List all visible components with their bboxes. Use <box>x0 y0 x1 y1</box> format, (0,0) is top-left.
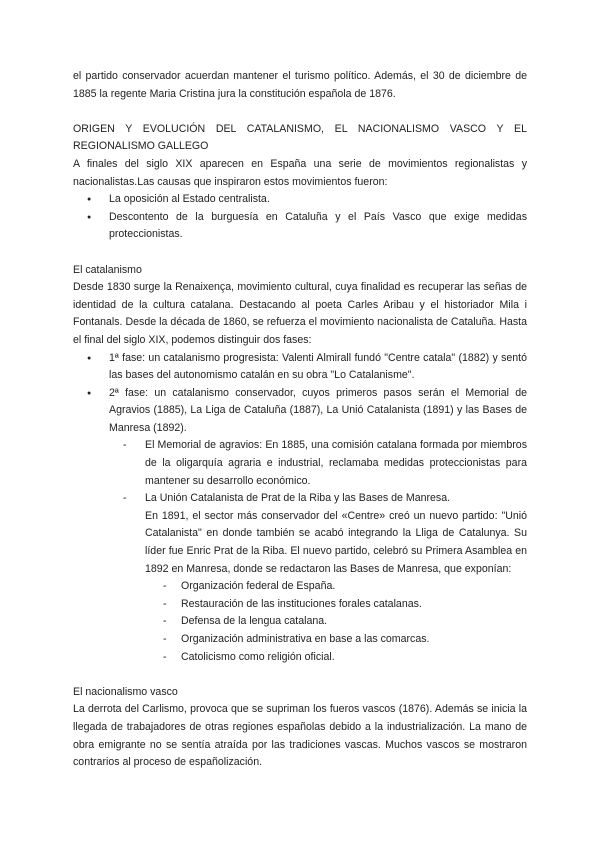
vasco-heading: El nacionalismo vasco <box>73 685 178 698</box>
catalanismo-heading: El catalanismo <box>73 263 142 276</box>
phases-list <box>73 350 527 438</box>
vasco-text: La derrota del Carlismo, provoca que se supriman los fueros vascos (1876). Además se inicia la llegada de trabajadores de otras regiones españolas debido a la industrialización. La mano de obra emigrante no se sentía atraída por las tradiciones vascas. Muchos vascos se mostraron contrarios al proceso de españolización. <box>73 703 527 769</box>
phase-item <box>73 385 527 438</box>
phase-text: 2ª fase: un catalanismo conservador, cuyos primeros pasos serán el Memorial de Agravios (1885), La Liga de Cataluña (1887), La Unió Catalanista (1891) y las Bases de Manresa (1892). <box>109 386 527 434</box>
causes-list <box>73 191 527 244</box>
document-page <box>73 68 527 772</box>
memorial-item: - El Memorial de agravios: En 1885, una comisión catalana formada por miembros de la oligarquía agraria e industrial, reclamaba medidas proteccionistas para mantener su desarrollo económico. <box>109 437 527 490</box>
bases-list <box>145 578 527 666</box>
base-item: - Restauración de las instituciones forales catalanas. <box>145 596 527 614</box>
catalanismo-intro: Desde 1830 surge la Renaixença, movimiento cultural, cuya finalidad es recuperar las señas de identidad de la cultura catalana. Destacando al poeta Carles Aribau y el historiador Mila i Fontanals. Desde la década de 1860, se refuerza el movimiento nacionalista de Cataluña. Hasta el final del siglo XIX, podemos distinguir dos fases: <box>73 281 527 346</box>
union-text: En 1891, el sector más conservador del «Centre» creó un nuevo partido: "Unió Catalanista" en donde también se acabó integrando la Lliga de Catalunya. Su líder fue Enric Prat de la Riba. El nuevo partido, celebró su Primera Asamblea en 1892 en Manresa, donde se redactaron las Bases de Manresa, que exponían: <box>145 509 527 575</box>
base-item: - Organización administrativa en base a las comarcas. <box>145 631 527 649</box>
spacer <box>73 666 527 684</box>
cause-item: ● La oposición al Estado centralista. <box>73 191 527 209</box>
base-item: - Organización federal de España. <box>145 578 527 596</box>
base-item: - Catolicismo como religión oficial. <box>145 649 527 667</box>
union-title: - La Unión Catalanista de Prat de la Riba y las Bases de Manresa. <box>145 492 451 505</box>
origen-heading: ORIGEN Y EVOLUCIÓN DEL CATALANISMO, EL NACIONALISMO VASCO Y EL REGIONALISMO GALLEGO <box>73 122 527 153</box>
base-item: - Defensa de la lengua catalana. <box>145 613 527 631</box>
union-item <box>109 490 527 666</box>
phase-item: ● 1ª fase: un catalanismo progresista: Valenti Almirall fundó "Centre catala" (1882) y sentó las bases del autonomismo catalán en su obra "Lo Catalanisme". <box>73 350 527 385</box>
intro-paragraph: el partido conservador acuerdan mantener el turismo político. Además, el 30 de diciembre de 1885 la regente Maria Cristina jura la constitución española de 1876. <box>73 70 527 100</box>
spacer <box>73 103 527 121</box>
phase2-sublist <box>109 437 527 666</box>
cause-item: ● Descontento de la burguesía en Cataluña y el País Vasco que exige medidas proteccionistas. <box>73 209 527 244</box>
origen-intro: A finales del siglo XIX aparecen en España una serie de movimientos regionalistas y nacionalistas.Las causas que inspiraron estos movimientos fueron: <box>73 157 527 188</box>
spacer <box>73 244 527 262</box>
